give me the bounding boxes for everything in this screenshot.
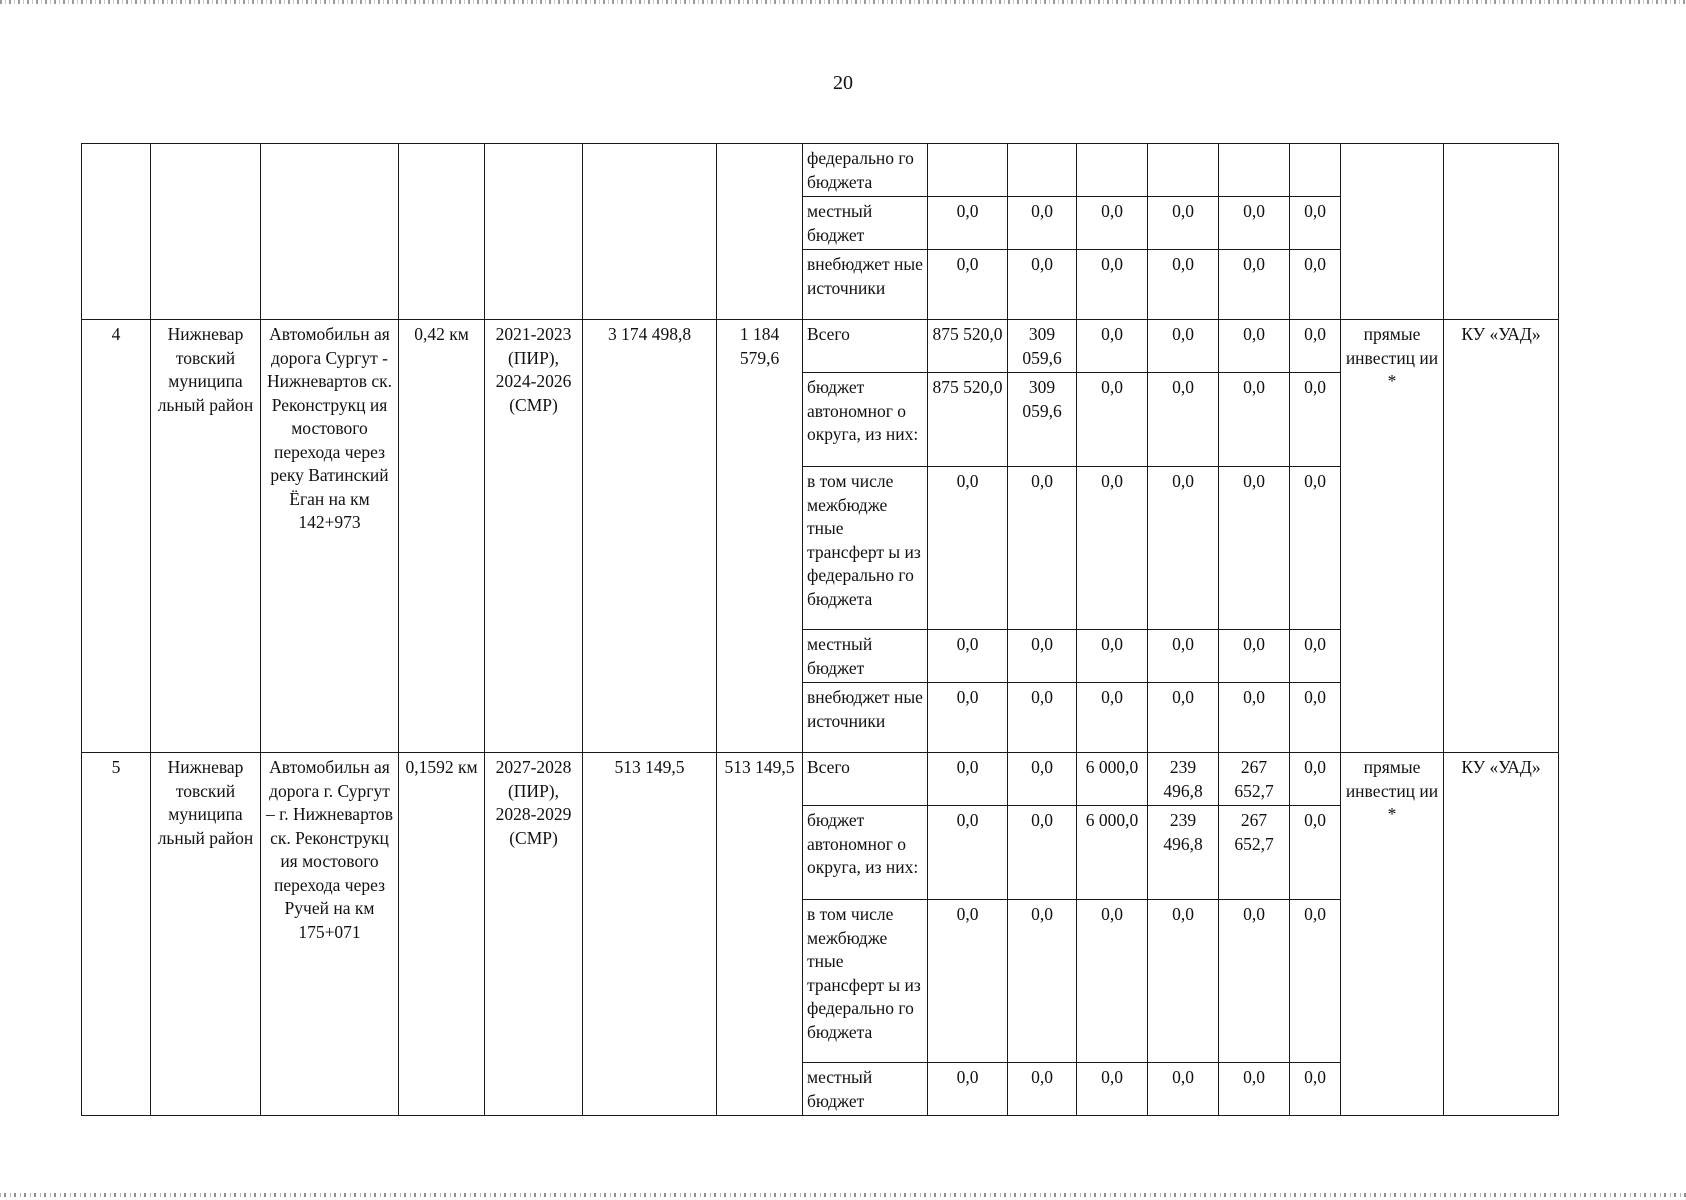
- value-cell: 6 000,0: [1077, 806, 1148, 900]
- cell-period-empty: [485, 144, 583, 320]
- value-cell: 0,0: [1077, 197, 1148, 250]
- value-cell: 0,0: [1219, 250, 1290, 320]
- value-cell: 0,0: [1148, 373, 1219, 467]
- value-cell: [928, 144, 1008, 197]
- value-cell: [1008, 144, 1077, 197]
- cell-remaining-empty: [717, 144, 803, 320]
- source-label: федерально го бюджета: [803, 144, 928, 197]
- source-label: внебюджет ные источники: [803, 250, 928, 320]
- value-cell: 0,0: [1219, 373, 1290, 467]
- financing-mechanism: прямые инвестиц ии *: [1341, 753, 1444, 1116]
- value-cell: 0,0: [1290, 1063, 1341, 1116]
- value-cell: [1077, 144, 1148, 197]
- value-cell: 875 520,0: [928, 373, 1008, 467]
- value-cell: 0,0: [1219, 683, 1290, 753]
- scan-edge-bottom: [0, 1193, 1686, 1197]
- value-cell: 0,0: [1148, 683, 1219, 753]
- value-cell: 239 496,8: [1148, 753, 1219, 806]
- value-cell: 0,0: [1008, 683, 1077, 753]
- value-cell: 0,0: [1148, 1063, 1219, 1116]
- district-name: Нижневар товский муниципа льный район: [151, 320, 261, 753]
- cell-object-empty: [261, 144, 399, 320]
- value-cell: 0,0: [1077, 250, 1148, 320]
- value-cell: 0,0: [1148, 630, 1219, 683]
- source-label: местный бюджет: [803, 630, 928, 683]
- value-cell: 267 652,7: [1219, 806, 1290, 900]
- value-cell: 0,0: [1219, 630, 1290, 683]
- period: 2027-2028 (ПИР), 2028-2029 (СМР): [485, 753, 583, 1116]
- value-cell: 239 496,8: [1148, 806, 1219, 900]
- total-cost: 513 149,5: [583, 753, 717, 1116]
- value-cell: 0,0: [928, 467, 1008, 630]
- value-cell: 0,0: [1290, 250, 1341, 320]
- source-label: Всего: [803, 320, 928, 373]
- scan-edge-top: [0, 0, 1686, 4]
- source-label: внебюджет ные источники: [803, 683, 928, 753]
- value-cell: 0,0: [1008, 250, 1077, 320]
- source-label: Всего: [803, 753, 928, 806]
- value-cell: 0,0: [928, 753, 1008, 806]
- value-cell: 0,0: [1219, 467, 1290, 630]
- remaining-cost: 513 149,5: [717, 753, 803, 1116]
- customer: КУ «УАД»: [1444, 320, 1559, 753]
- cell-district-empty: [151, 144, 261, 320]
- capacity: 0,42 км: [399, 320, 485, 753]
- investment-table: [81, 143, 1559, 1116]
- value-cell: 0,0: [928, 806, 1008, 900]
- value-cell: 6 000,0: [1077, 753, 1148, 806]
- source-label: бюджет автономног о округа, из них:: [803, 806, 928, 900]
- capacity: 0,1592 км: [399, 753, 485, 1116]
- value-cell: [1219, 144, 1290, 197]
- period: 2021-2023 (ПИР), 2024-2026 (СМР): [485, 320, 583, 753]
- source-label: местный бюджет: [803, 1063, 928, 1116]
- source-label: бюджет автономног о округа, из них:: [803, 373, 928, 467]
- value-cell: 0,0: [1290, 683, 1341, 753]
- source-label: в том числе межбюдже тные трансферт ы из федерально го бюджета: [803, 900, 928, 1063]
- value-cell: 0,0: [928, 1063, 1008, 1116]
- value-cell: 0,0: [928, 683, 1008, 753]
- value-cell: 0,0: [1008, 467, 1077, 630]
- total-cost: 3 174 498,8: [583, 320, 717, 753]
- source-label: местный бюджет: [803, 197, 928, 250]
- district-name: Нижневар товский муниципа льный район: [151, 753, 261, 1116]
- value-cell: 0,0: [1077, 373, 1148, 467]
- remaining-cost: 1 184 579,6: [717, 320, 803, 753]
- value-cell: 0,0: [1290, 806, 1341, 900]
- object-name: Автомобильн ая дорога г. Сургут – г. Нижневартов ск. Реконструкц ия мостового перехода через Ручей на км 175+071: [261, 753, 399, 1116]
- value-cell: 0,0: [1077, 683, 1148, 753]
- table-row: [82, 320, 1559, 373]
- value-cell: [1148, 144, 1219, 197]
- source-label: в том числе межбюдже тные трансферт ы из федерально го бюджета: [803, 467, 928, 630]
- page-number: 20: [833, 72, 853, 94]
- cell-customer-empty: [1444, 144, 1559, 320]
- value-cell: [1290, 144, 1341, 197]
- value-cell: 0,0: [1219, 197, 1290, 250]
- value-cell: 0,0: [1219, 900, 1290, 1063]
- value-cell: 0,0: [1290, 467, 1341, 630]
- value-cell: 0,0: [1077, 320, 1148, 373]
- value-cell: 0,0: [1219, 1063, 1290, 1116]
- value-cell: 309 059,6: [1008, 320, 1077, 373]
- value-cell: 0,0: [1290, 630, 1341, 683]
- value-cell: 0,0: [1290, 753, 1341, 806]
- cell-num-empty: [82, 144, 151, 320]
- value-cell: 0,0: [928, 630, 1008, 683]
- object-number: 4: [82, 320, 151, 753]
- value-cell: 0,0: [1077, 630, 1148, 683]
- value-cell: 0,0: [1148, 900, 1219, 1063]
- value-cell: 0,0: [1077, 1063, 1148, 1116]
- value-cell: 267 652,7: [1219, 753, 1290, 806]
- object-number: 5: [82, 753, 151, 1116]
- value-cell: 0,0: [1290, 197, 1341, 250]
- value-cell: 0,0: [1008, 1063, 1077, 1116]
- value-cell: 0,0: [928, 197, 1008, 250]
- object-name: Автомобильн ая дорога Сургут - Нижневартов ск. Реконструкц ия мостового перехода через реку Ватинский Ёган на км 142+973: [261, 320, 399, 753]
- value-cell: 0,0: [1290, 373, 1341, 467]
- financing-mechanism: прямые инвестиц ии *: [1341, 320, 1444, 753]
- value-cell: 0,0: [1077, 467, 1148, 630]
- value-cell: 0,0: [1077, 900, 1148, 1063]
- value-cell: 0,0: [1219, 320, 1290, 373]
- value-cell: 309 059,6: [1008, 373, 1077, 467]
- table-row: [82, 753, 1559, 806]
- table-row: [82, 144, 1559, 197]
- value-cell: 0,0: [928, 250, 1008, 320]
- value-cell: 0,0: [1008, 197, 1077, 250]
- value-cell: 0,0: [1008, 806, 1077, 900]
- value-cell: 0,0: [1290, 900, 1341, 1063]
- value-cell: 0,0: [1008, 900, 1077, 1063]
- customer: КУ «УАД»: [1444, 753, 1559, 1116]
- value-cell: 0,0: [1008, 753, 1077, 806]
- value-cell: 0,0: [1290, 320, 1341, 373]
- cell-cost-empty: [583, 144, 717, 320]
- cell-mechanism-empty: [1341, 144, 1444, 320]
- value-cell: 0,0: [1008, 630, 1077, 683]
- value-cell: 0,0: [1148, 250, 1219, 320]
- value-cell: 0,0: [1148, 467, 1219, 630]
- value-cell: 875 520,0: [928, 320, 1008, 373]
- cell-capacity-empty: [399, 144, 485, 320]
- value-cell: 0,0: [928, 900, 1008, 1063]
- value-cell: 0,0: [1148, 320, 1219, 373]
- value-cell: 0,0: [1148, 197, 1219, 250]
